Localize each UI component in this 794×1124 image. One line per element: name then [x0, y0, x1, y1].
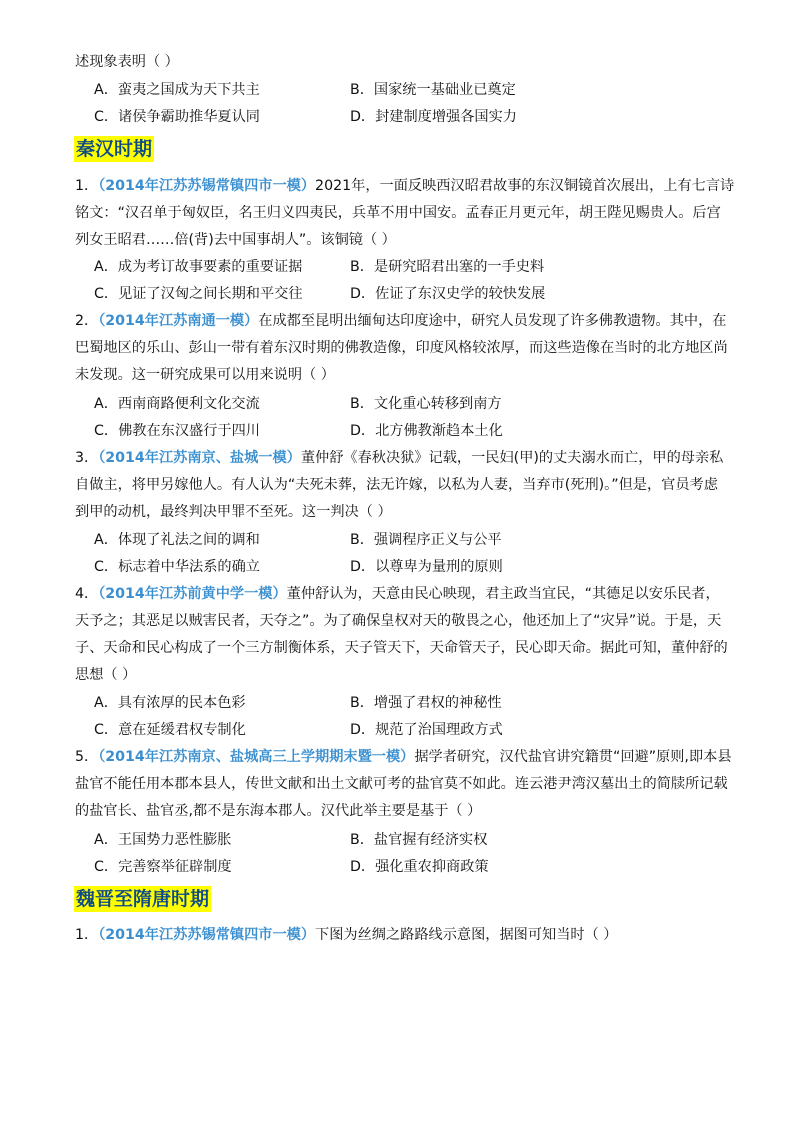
option-b: B．强调程序正义与公平: [350, 532, 502, 548]
option-a: A．体现了礼法之间的调和: [94, 532, 260, 548]
option-d: D．北方佛教渐趋本土化: [350, 423, 503, 439]
option-a: A．成为考订故事要素的重要证据: [94, 259, 303, 275]
question-text-line: 的盐官长、盐官丞,都不是东海本郡人。汉代此举主要是基于（ ）: [75, 803, 482, 819]
question-source: （2014年江苏南京、盐城高三上学期期末暨一模）: [98, 749, 415, 765]
option-d: D．规范了治国理政方式: [350, 722, 503, 738]
question-source: （2014年江苏南通一模）: [98, 313, 259, 329]
question-text-line: 自做主，将甲另嫁他人。有人认为“夫死未葬，法无许嫁，以私为人妻，当弃市(死刑)。”但是，官员考虑: [75, 477, 718, 493]
option-d: D．以尊卑为量刑的原则: [350, 559, 503, 575]
option-b: B．是研究昭君出塞的一手史料: [350, 259, 545, 275]
question-text: 董仲舒认为，天意由民心映现，君主政当宜民，“其德足以安乐民者，: [286, 586, 720, 602]
question-number: 3．: [75, 450, 99, 466]
question-text-line: 子、天命和民心构成了一个三方制衡体系，天子管天下，天命管天子，民心即天命。据此可知，董仲舒的: [75, 640, 728, 656]
question-source: （2014年江苏前黄中学一模）: [98, 586, 287, 602]
question-2: [75, 311, 727, 331]
question-source: （2014年江苏南京、盐城一模）: [98, 450, 301, 466]
question-number: 1．: [75, 178, 99, 194]
option-a: A．西南商路便利文化交流: [94, 396, 260, 412]
question-text-line: 巴蜀地区的乐山、彭山一带有着东汉时期的佛教造像，印度风格较浓厚，而这些造像在当时的北方地区尚: [75, 340, 728, 356]
question-source: （2014年江苏苏锡常镇四市一模）: [98, 178, 316, 194]
option-d: D．佐证了东汉史学的较快发展: [350, 286, 546, 302]
question-4: [75, 584, 720, 604]
question-text: 下图为丝绸之路路线示意图，据图可知当时（ ）: [315, 927, 618, 943]
option-c: C．佛教在东汉盛行于四川: [94, 423, 260, 439]
option-d: D．强化重农抑商政策: [350, 859, 489, 875]
option-d: D．封建制度增强各国实力: [350, 109, 517, 125]
option-c: C．诸侯争霸助推华夏认同: [94, 109, 260, 125]
option-c: C．完善察举征辟制度: [94, 859, 232, 875]
option-a: A．王国势力恶性膨胀: [94, 832, 232, 848]
question-3: [75, 448, 723, 468]
question-number: 4．: [75, 586, 99, 602]
option-a: A．蛮夷之国成为天下共主: [94, 82, 260, 98]
option-b: B．国家统一基础业已奠定: [350, 82, 516, 98]
question-source: （2014年江苏苏锡常镇四市一模）: [98, 927, 316, 943]
section-heading-wei-jin-sui-tang: 魏晋至隋唐时期: [76, 888, 210, 910]
question-text-line: 未发现。这一研究成果可以用来说明（ ）: [75, 367, 335, 383]
question-text-line: 列女王昭君……倍(背)去中国事胡人”。该铜镜（ ）: [75, 232, 396, 248]
option-b: B．增强了君权的神秘性: [350, 695, 502, 711]
question-continuation: 述现象表明（ ）: [75, 54, 179, 70]
question-text: 2021年，一面反映西汉昭君故事的东汉铜镜首次展出，上有七言诗: [315, 178, 735, 194]
option-c: C．见证了汉匈之间长期和平交往: [94, 286, 303, 302]
question-text: 董仲舒《春秋决狱》记载，一民妇(甲)的丈夫溺水而亡，甲的母亲私: [300, 450, 724, 466]
question-text-line: 盐官不能任用本郡本县人，传世文献和出土文献可考的盐官莫不如此。连云港尹湾汉墓出土的简牍所记载: [75, 776, 728, 792]
question-text: 在成都至昆明出缅甸达印度途中，研究人员发现了许多佛教遗物。其中，在: [258, 313, 727, 329]
question-number: 1．: [75, 927, 99, 943]
question-text-line: 到甲的动机，最终判决甲罪不至死。这一判决（ ）: [75, 504, 392, 520]
question-text-line: 思想（ ）: [75, 667, 137, 683]
option-c: C．意在延缓君权专制化: [94, 722, 246, 738]
option-c: C．标志着中华法系的确立: [94, 559, 260, 575]
question-1: [75, 176, 734, 196]
question-6: [75, 925, 618, 945]
question-text-line: 天予之；其恶足以贼害民者，天夺之”。为了确保皇权对天的敬畏之心，他还加上了“灾异”说。于是，天: [75, 613, 722, 629]
option-b: B．盐官握有经济实权: [350, 832, 488, 848]
question-5: [75, 747, 732, 767]
question-number: 2．: [75, 313, 99, 329]
question-text: 据学者研究，汉代盐官讲究籍贯“回避”原则,即本县: [414, 749, 732, 765]
question-text-line: 铭文：“汉召单于匈奴臣，名王归义四夷民，兵革不用中国安。孟春正月更元年，胡王陛见赐贵人。后宫: [75, 205, 721, 221]
option-b: B．文化重心转移到南方: [350, 396, 502, 412]
option-a: A．具有浓厚的民本色彩: [94, 695, 246, 711]
section-heading-qin-han: 秦汉时期: [76, 138, 153, 160]
question-number: 5．: [75, 749, 99, 765]
